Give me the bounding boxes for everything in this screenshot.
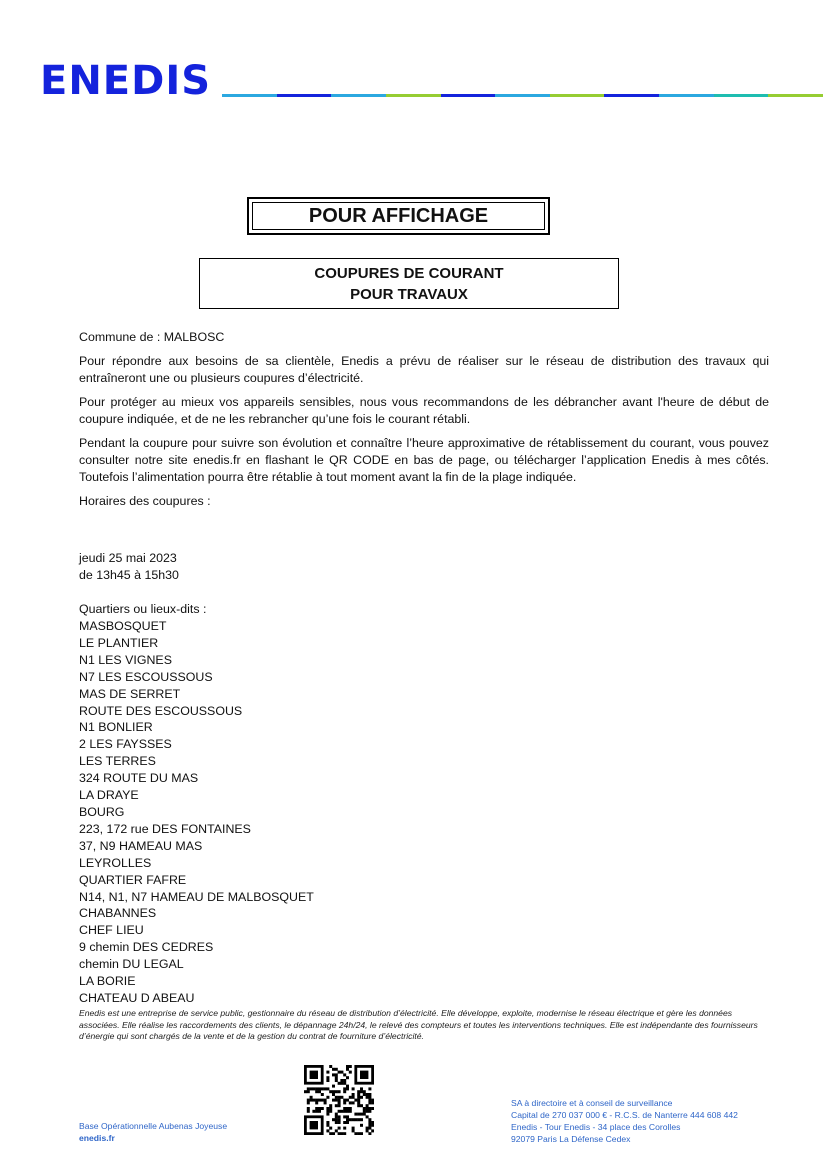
- paragraph-2: Pour protéger au mieux vos appareils sensibles, nous vous recommandons de les débrancher avant l'heure de début de coupure indiquée, et de ne les rebrancher qu’une fois le courant rétabli.: [79, 395, 769, 426]
- website-link[interactable]: enedis.fr: [79, 1132, 115, 1143]
- location-item: LE PLANTIER: [79, 635, 159, 650]
- location-item: 324 ROUTE DU MAS: [79, 771, 199, 786]
- location-item: CHATEAU D ABEAU: [79, 990, 195, 1005]
- footer-right: [511, 1097, 738, 1145]
- location-item: 223, 172 rue DES FONTAINES: [79, 821, 251, 836]
- location-item: LA BORIE: [79, 974, 136, 989]
- location-item: ROUTE DES ESCOUSSOUS: [79, 703, 243, 718]
- locations-list: [79, 618, 769, 1007]
- location-item: CHABANNES: [79, 906, 157, 921]
- location-item: chemin DU LEGAL: [79, 957, 184, 972]
- company-info-4: 92079 Paris La Défense Cedex: [511, 1134, 631, 1144]
- notice-body: [79, 329, 769, 1007]
- outage-date: jeudi 25 mai 2023: [79, 551, 177, 565]
- footnote: Enedis est une entreprise de service public, gestionnaire du réseau de distribution d’électricité. Elle développe, exploite, modernise le réseau électrique et gère les données associées. Elle réalise les raccordements des clients, le dépannage 24h/24, le relevé des compteurs et toutes les interventions techniques. Elle est indépendante des fournisseurs d’énergie qui sont chargés de la vente et de la gestion du contrat de fourniture d’électricité.: [79, 1008, 758, 1041]
- location-item: N1 BONLIER: [79, 720, 153, 735]
- location-item: 37, N9 HAMEAU MAS: [79, 838, 203, 853]
- location-item: CHEF LIEU: [79, 923, 144, 938]
- subtitle-box: [199, 258, 619, 309]
- location-item: 2 LES FAYSSES: [79, 737, 172, 752]
- company-info-1: SA à directoire et à conseil de surveillance: [511, 1098, 673, 1108]
- enedis-logo-icon: [40, 60, 215, 100]
- qr-code-icon[interactable]: [304, 1065, 374, 1135]
- location-item: N14, N1, N7 HAMEAU DE MALBOSQUET: [79, 889, 314, 904]
- horaires-label: Horaires des coupures :: [79, 494, 211, 508]
- subtitle-line-2: POUR TRAVAUX: [350, 285, 468, 303]
- location-item: BOURG: [79, 804, 125, 819]
- company-info-3: Enedis - Tour Enedis - 34 place des Corolles: [511, 1122, 681, 1132]
- location-item: N1 LES VIGNES: [79, 652, 172, 667]
- commune: Commune de : MALBOSC: [79, 330, 225, 344]
- subtitle-line-1: COUPURES DE COURANT: [314, 264, 504, 282]
- location-item: LES TERRES: [79, 754, 156, 769]
- location-item: MASBOSQUET: [79, 619, 167, 633]
- page-title: POUR AFFICHAGE: [252, 202, 545, 230]
- location-item: LEYROLLES: [79, 855, 152, 870]
- logo-text: ENEDIS: [40, 60, 212, 100]
- title-box: [247, 197, 550, 235]
- location-item: 9 chemin DES CEDRES: [79, 940, 214, 955]
- outage-time: de 13h45 à 15h30: [79, 568, 179, 582]
- footer-left: [79, 1121, 227, 1144]
- location-item: LA DRAYE: [79, 788, 139, 803]
- paragraph-3: Pendant la coupure pour suivre son évolution et connaître l’heure approximative de rétablissement du courant, vous pouvez consulter notre site enedis.fr en flashant le QR CODE en bas de page, ou télécharger l’application Enedis à mes côtés. Toutefois l’alimentation pourra être rétablie à tout moment avant la fin de la plage indiquée.: [79, 436, 769, 484]
- location-item: QUARTIER FAFRE: [79, 872, 187, 887]
- paragraph-1: Pour répondre aux besoins de sa clientèle, Enedis a prévu de réaliser sur le réseau de distribution des travaux qui entraîneront une ou plusieurs coupures d’électricité.: [79, 354, 769, 385]
- locations-label: Quartiers ou lieux-dits :: [79, 602, 207, 616]
- enedis-logo: [40, 60, 215, 100]
- base-operationnelle: Base Opérationnelle Aubenas Joyeuse: [79, 1121, 228, 1131]
- company-info-2: Capital de 270 037 000 € - R.C.S. de Nanterre 444 608 442: [511, 1110, 738, 1120]
- header-stripe: [222, 94, 823, 97]
- location-item: MAS DE SERRET: [79, 686, 181, 701]
- location-item: N7 LES ESCOUSSOUS: [79, 669, 213, 684]
